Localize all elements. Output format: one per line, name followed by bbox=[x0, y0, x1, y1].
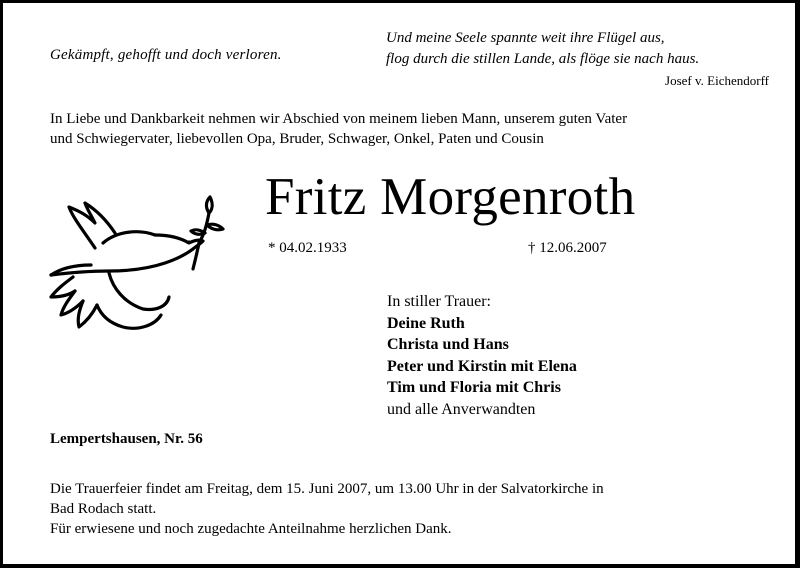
obituary-card bbox=[2, 2, 796, 565]
mourners-list bbox=[387, 291, 577, 420]
poem-author: Josef v. Eichendorff bbox=[665, 73, 769, 88]
poem-line-1: Und meine Seele spannte weit ihre Flügel aus, bbox=[386, 30, 665, 46]
mourner-name: Christa und Hans bbox=[387, 336, 509, 353]
deceased-name: Fritz Morgenroth bbox=[265, 168, 636, 226]
mourner-name: Peter und Kirstin mit Elena bbox=[387, 357, 577, 375]
mourner-name: Tim und Floria mit Chris bbox=[387, 379, 561, 396]
funeral-notice bbox=[50, 479, 770, 539]
intro-line-1: In Liebe und Dankbarkeit nehmen wir Abschied von meinem lieben Mann, unserem guten Vater bbox=[50, 111, 628, 127]
mourner-name: Deine Ruth bbox=[387, 314, 465, 332]
mourners-closing: und alle Anverwandten bbox=[387, 400, 536, 418]
poem-line-2: flog durch die stillen Lande, als flöge sie nach haus. bbox=[386, 51, 700, 67]
death-date: † 12.06.2007 bbox=[528, 240, 607, 256]
intro-line-2: und Schwiegervater, liebevollen Opa, Bruder, Schwager, Onkel, Paten und Cousin bbox=[50, 131, 544, 147]
motto: Gekämpft, gehofft und doch verloren. bbox=[50, 47, 282, 63]
footer-line-2: Bad Rodach statt. bbox=[50, 501, 157, 517]
dove-with-olive-branch-icon bbox=[43, 193, 233, 358]
birth-date: * 04.02.1933 bbox=[268, 240, 347, 256]
poem bbox=[386, 28, 699, 70]
mourners-heading: In stiller Trauer: bbox=[387, 293, 491, 310]
intro-text bbox=[50, 109, 790, 149]
address: Lempertshausen, Nr. 56 bbox=[50, 431, 203, 447]
footer-line-1: Die Trauerfeier findet am Freitag, dem 15. Juni 2007, um 13.00 Uhr in der Salvatorkirche in bbox=[50, 481, 604, 497]
footer-line-3: Für erwiesene und noch zugedachte Anteilnahme herzlichen Dank. bbox=[50, 521, 452, 537]
